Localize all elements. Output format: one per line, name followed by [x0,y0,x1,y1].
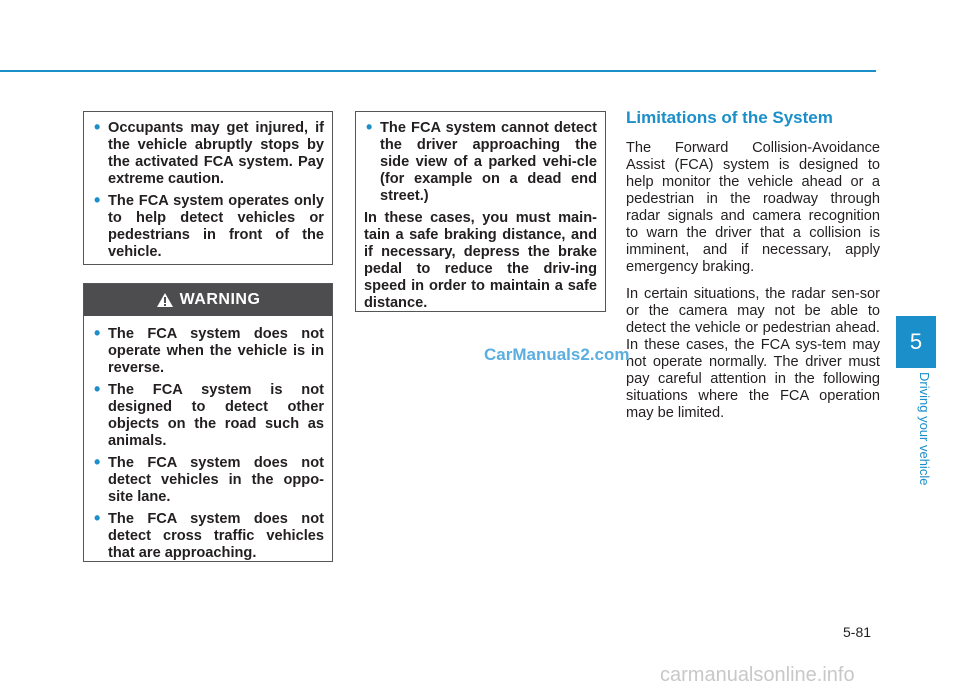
chapter-label: Driving your vehicle [917,372,932,486]
warning-item: • The FCA system does not detect cross traffic vehicles that are approaching. [92,511,324,562]
limitations-section [626,108,880,432]
warning-box [83,283,333,562]
top-rule [0,70,876,72]
note-box [355,111,606,312]
caution-list [92,120,324,261]
warning-item: • The FCA system does not detect vehicles in the oppo-site lane. [92,455,324,506]
footer-watermark: carmanualsonline.info [660,664,855,686]
note-text: In these cases, you must main-tain a safe braking distance, and if necessary, depress the brake pedal to reduce the driv-ing speed in order to maintain a safe distance. [364,210,597,311]
page-number: 5-81 [843,624,872,640]
caution-item: • The FCA system operates only to help detect vehicles or pedestrians in front of the vehicle. [92,193,324,261]
section-paragraph: The Forward Collision-Avoidance Assist (FCA) system is designed to help monitor the vehicle ahead or a pedestrian in the roadway through radar signals and camera recognition to warn the driver that a collision is imminent, and if necessary, apply emergency braking. [626,140,880,275]
chapter-tab: 5 [896,316,936,368]
watermark-link[interactable]: CarManuals2.com [484,345,630,364]
note-item: • The FCA system cannot detect the driver approaching the side view of a parked vehi-cle (for example on a dead end street.) [364,120,597,205]
caution-box [83,111,333,265]
section-paragraph: In certain situations, the radar sen-sor or the camera may not be able to detect the vehicle or pedestrian ahead. In these cases, the FCA sys-tem may not operate normally. The driver must pay careful attention in the following situations where the FCA operation may be limited. [626,286,880,421]
warning-header [84,284,332,316]
warning-list [92,326,324,562]
caution-item: • Occupants may get injured, if the vehicle abruptly stops by the activated FCA system. Pay extreme caution. [92,120,324,188]
note-list [364,120,597,205]
warning-item: • The FCA system is not designed to detect other objects on the road such as animals. [92,382,324,450]
section-heading: Limitations of the System [626,108,833,127]
warning-title: WARNING [179,291,261,308]
warning-triangle-icon [156,292,174,308]
warning-item: • The FCA system does not operate when the vehicle is in reverse. [92,326,324,377]
